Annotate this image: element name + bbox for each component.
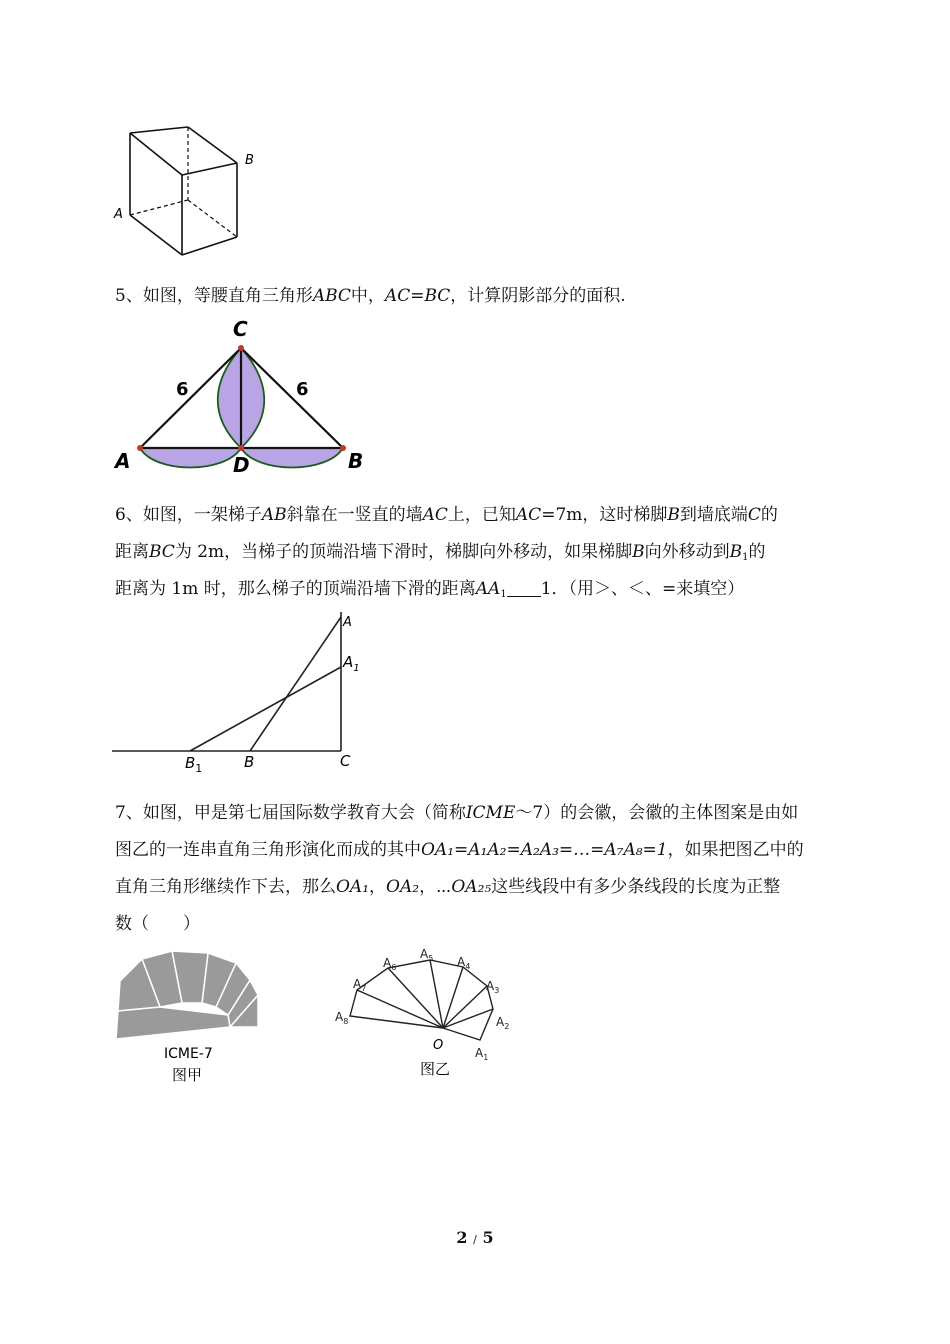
shaded-right-half-circle	[241, 448, 343, 468]
tri-label-b: B	[348, 449, 364, 473]
cube-figure	[105, 115, 275, 260]
point-a7: $A_7$	[353, 977, 367, 993]
ladder-figure	[112, 612, 372, 772]
question-7: 7、如图，甲是第七届国际数学教育大会（简称ICME～7）的会徽，会徽的主体图案是由如 图乙的一连串直角三角形演化而成的其中OA₁=A₁A₂=A₂A₃=…=A₇A₈=1，如果把图乙中的 直角三角形继续作下去，那么OA₁，OA₂，⋯OA₂₅这些线段中有多少条线段的长度为正整 数（ ）	[115, 803, 804, 934]
point-a3: $A_3$	[486, 979, 500, 995]
point-a6: $A_6$	[383, 956, 397, 972]
icme-logo-figure	[112, 945, 272, 1090]
isosceles-triangle-figure	[110, 318, 380, 478]
ladder-label-b: B	[244, 753, 255, 771]
point-a2: $A_2$	[496, 1015, 510, 1031]
answer-blank[interactable]	[507, 578, 541, 597]
shaded-left-half-circle	[140, 448, 241, 468]
point-a5: $A_5$	[420, 947, 434, 963]
point-a1: $A_1$	[475, 1046, 489, 1062]
icme-caption: ICME-7	[164, 1046, 213, 1062]
ladder-label-c: C	[340, 752, 351, 770]
point-a8: $A_8$	[335, 1010, 349, 1026]
page-number: 2 / 5	[456, 1228, 494, 1247]
side-right-length: 6	[296, 379, 309, 400]
ladder-label-b1: $B_1$	[185, 754, 203, 772]
side-left-length: 6	[176, 379, 189, 400]
ladder-label-a: A	[343, 615, 352, 630]
ladder-label-a1: $A_1$	[343, 653, 360, 674]
question-6: 6、如图，一架梯子AB斜靠在一竖直的墙AC上，已知AC=7m，这时梯脚B到墙底端C的 距离BC为 2m，当梯子的顶端沿墙下滑时，梯脚向外移动，如果梯脚B向外移动到$B_1$的 距离为 1m 时，那么梯子的顶端沿墙下滑的距离$AA_1$ 1．（用＞、＜、=来填空）	[115, 505, 778, 600]
question-5: 5、如图，等腰直角三角形ABC中，AC=BC，计算阴影部分的面积.	[115, 286, 626, 306]
tri-label-d: D	[233, 453, 250, 477]
cube-label-a: A	[114, 207, 123, 222]
spiral-triangles-figure	[330, 940, 530, 1080]
point-o: O	[433, 1038, 444, 1053]
cube-label-b: B	[245, 153, 254, 168]
tri-label-c: C	[233, 318, 248, 341]
tri-label-a: A	[115, 449, 131, 473]
figure-b-caption: 图乙	[420, 1060, 451, 1078]
point-a4: $A_4$	[457, 955, 471, 971]
figure-a-caption: 图甲	[172, 1066, 203, 1084]
